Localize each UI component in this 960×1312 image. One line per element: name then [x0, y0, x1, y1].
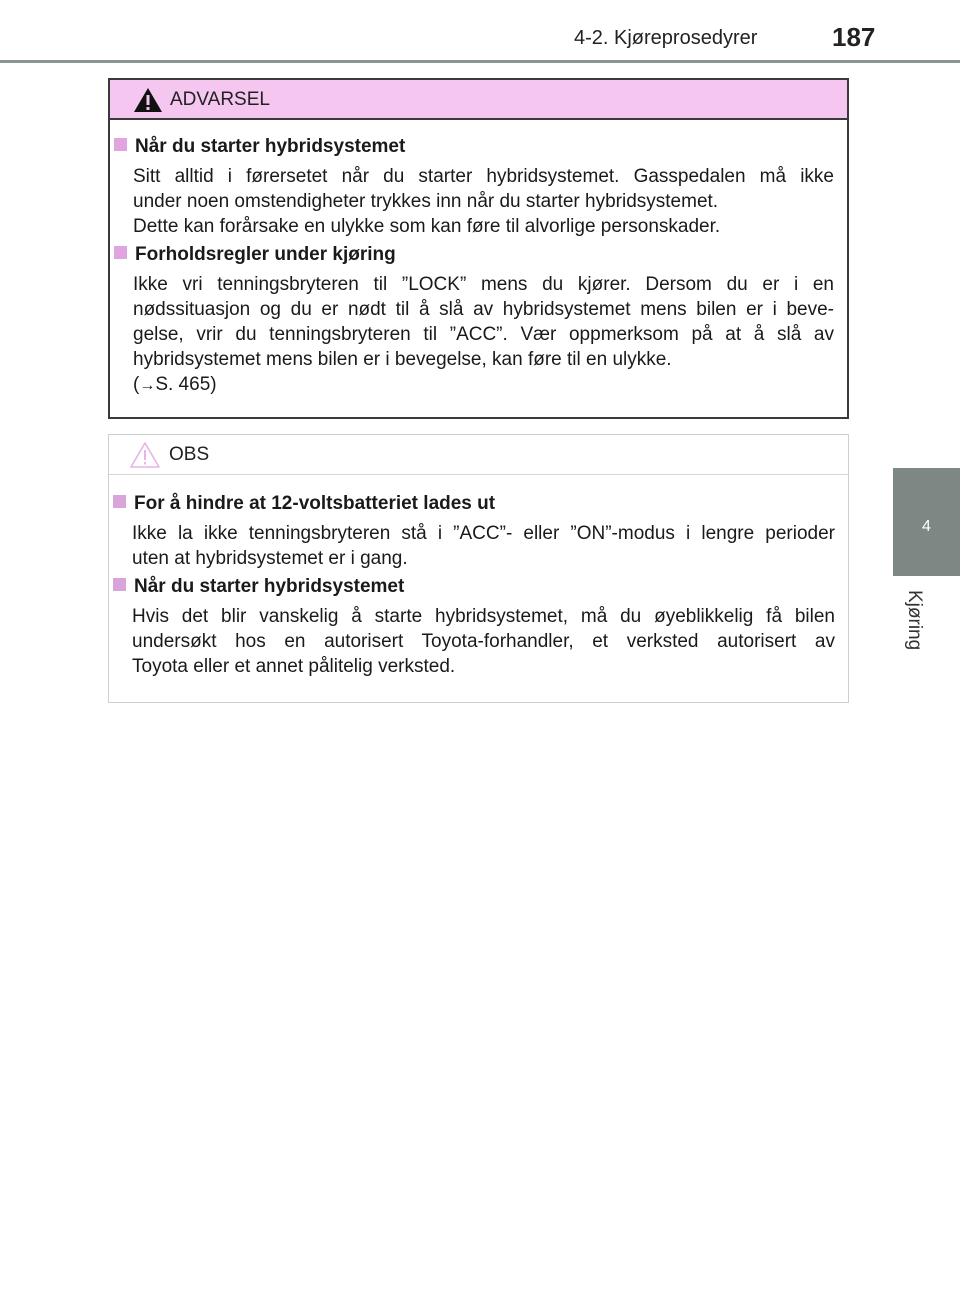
chapter-tab — [893, 468, 960, 576]
body-line: Hvis det blir vanskelig å starte hybridsystemet, må du øyeblikkelig få bilen — [132, 606, 835, 627]
section-body — [133, 164, 834, 239]
square-bullet-icon — [113, 578, 126, 591]
body-line: undersøkt hos en autorisert Toyota-forhandler, et verksted autorisert av — [132, 631, 835, 652]
body-line: nødssituasjon og du er nødt til å slå av hybridsystemet mens bilen er i beve- — [133, 299, 834, 320]
caution-triangle-icon — [129, 441, 161, 469]
section-title: Forholdsregler under kjøring — [114, 244, 396, 266]
body-line: Sitt alltid i førersetet når du starter hybridsystemet. Gasspedalen må ikke — [133, 166, 834, 187]
warning-box — [108, 78, 849, 419]
section-heading: 4-2. Kjøreprosedyrer — [574, 27, 758, 49]
body-line: hybridsystemet mens bilen er i bevegelse, kan føre til en ulykke. — [133, 349, 672, 370]
section-title: Når du starter hybridsystemet — [114, 136, 405, 158]
square-bullet-icon — [113, 495, 126, 508]
chapter-number: 4 — [922, 518, 931, 535]
warning-triangle-icon — [132, 86, 164, 114]
section-body — [133, 272, 834, 398]
page-reference: (→S. 465) — [133, 374, 217, 395]
notice-box — [108, 434, 849, 703]
notice-box-header — [109, 435, 848, 475]
square-bullet-icon — [114, 138, 127, 151]
square-bullet-icon — [114, 246, 127, 259]
section-body — [132, 521, 835, 571]
body-line: Ikke la ikke tenningsbryteren stå i ”ACC”- eller ”ON”-modus i lengre perioder — [132, 523, 835, 544]
body-line: uten at hybridsystemet er i gang. — [132, 548, 408, 569]
section-title: Når du starter hybridsystemet — [113, 576, 404, 598]
body-line: under noen omstendigheter trykkes inn når du starter hybridsystemet. — [133, 191, 719, 212]
warning-box-header — [110, 80, 847, 120]
header-rule — [0, 60, 960, 63]
body-line: gelse, vrir du tenningsbryteren til ”ACC”. Vær oppmerksom på at å slå av — [133, 324, 834, 345]
section-title: For å hindre at 12-voltsbatteriet lades ut — [113, 493, 495, 515]
body-line: Dette kan forårsake en ulykke som kan føre til alvorlige personskader. — [133, 216, 721, 237]
warning-label: ADVARSEL — [170, 89, 270, 110]
page-number: 187 — [832, 22, 876, 52]
body-line: Ikke vri tenningsbryteren til ”LOCK” mens du kjører. Dersom du er i en — [133, 274, 834, 295]
body-line: Toyota eller et annet pålitelig verksted. — [132, 656, 456, 677]
section-body — [132, 604, 835, 679]
notice-label: OBS — [169, 444, 210, 465]
arrow-right-icon: → — [139, 377, 156, 394]
chapter-title: Kjøring — [904, 590, 925, 651]
